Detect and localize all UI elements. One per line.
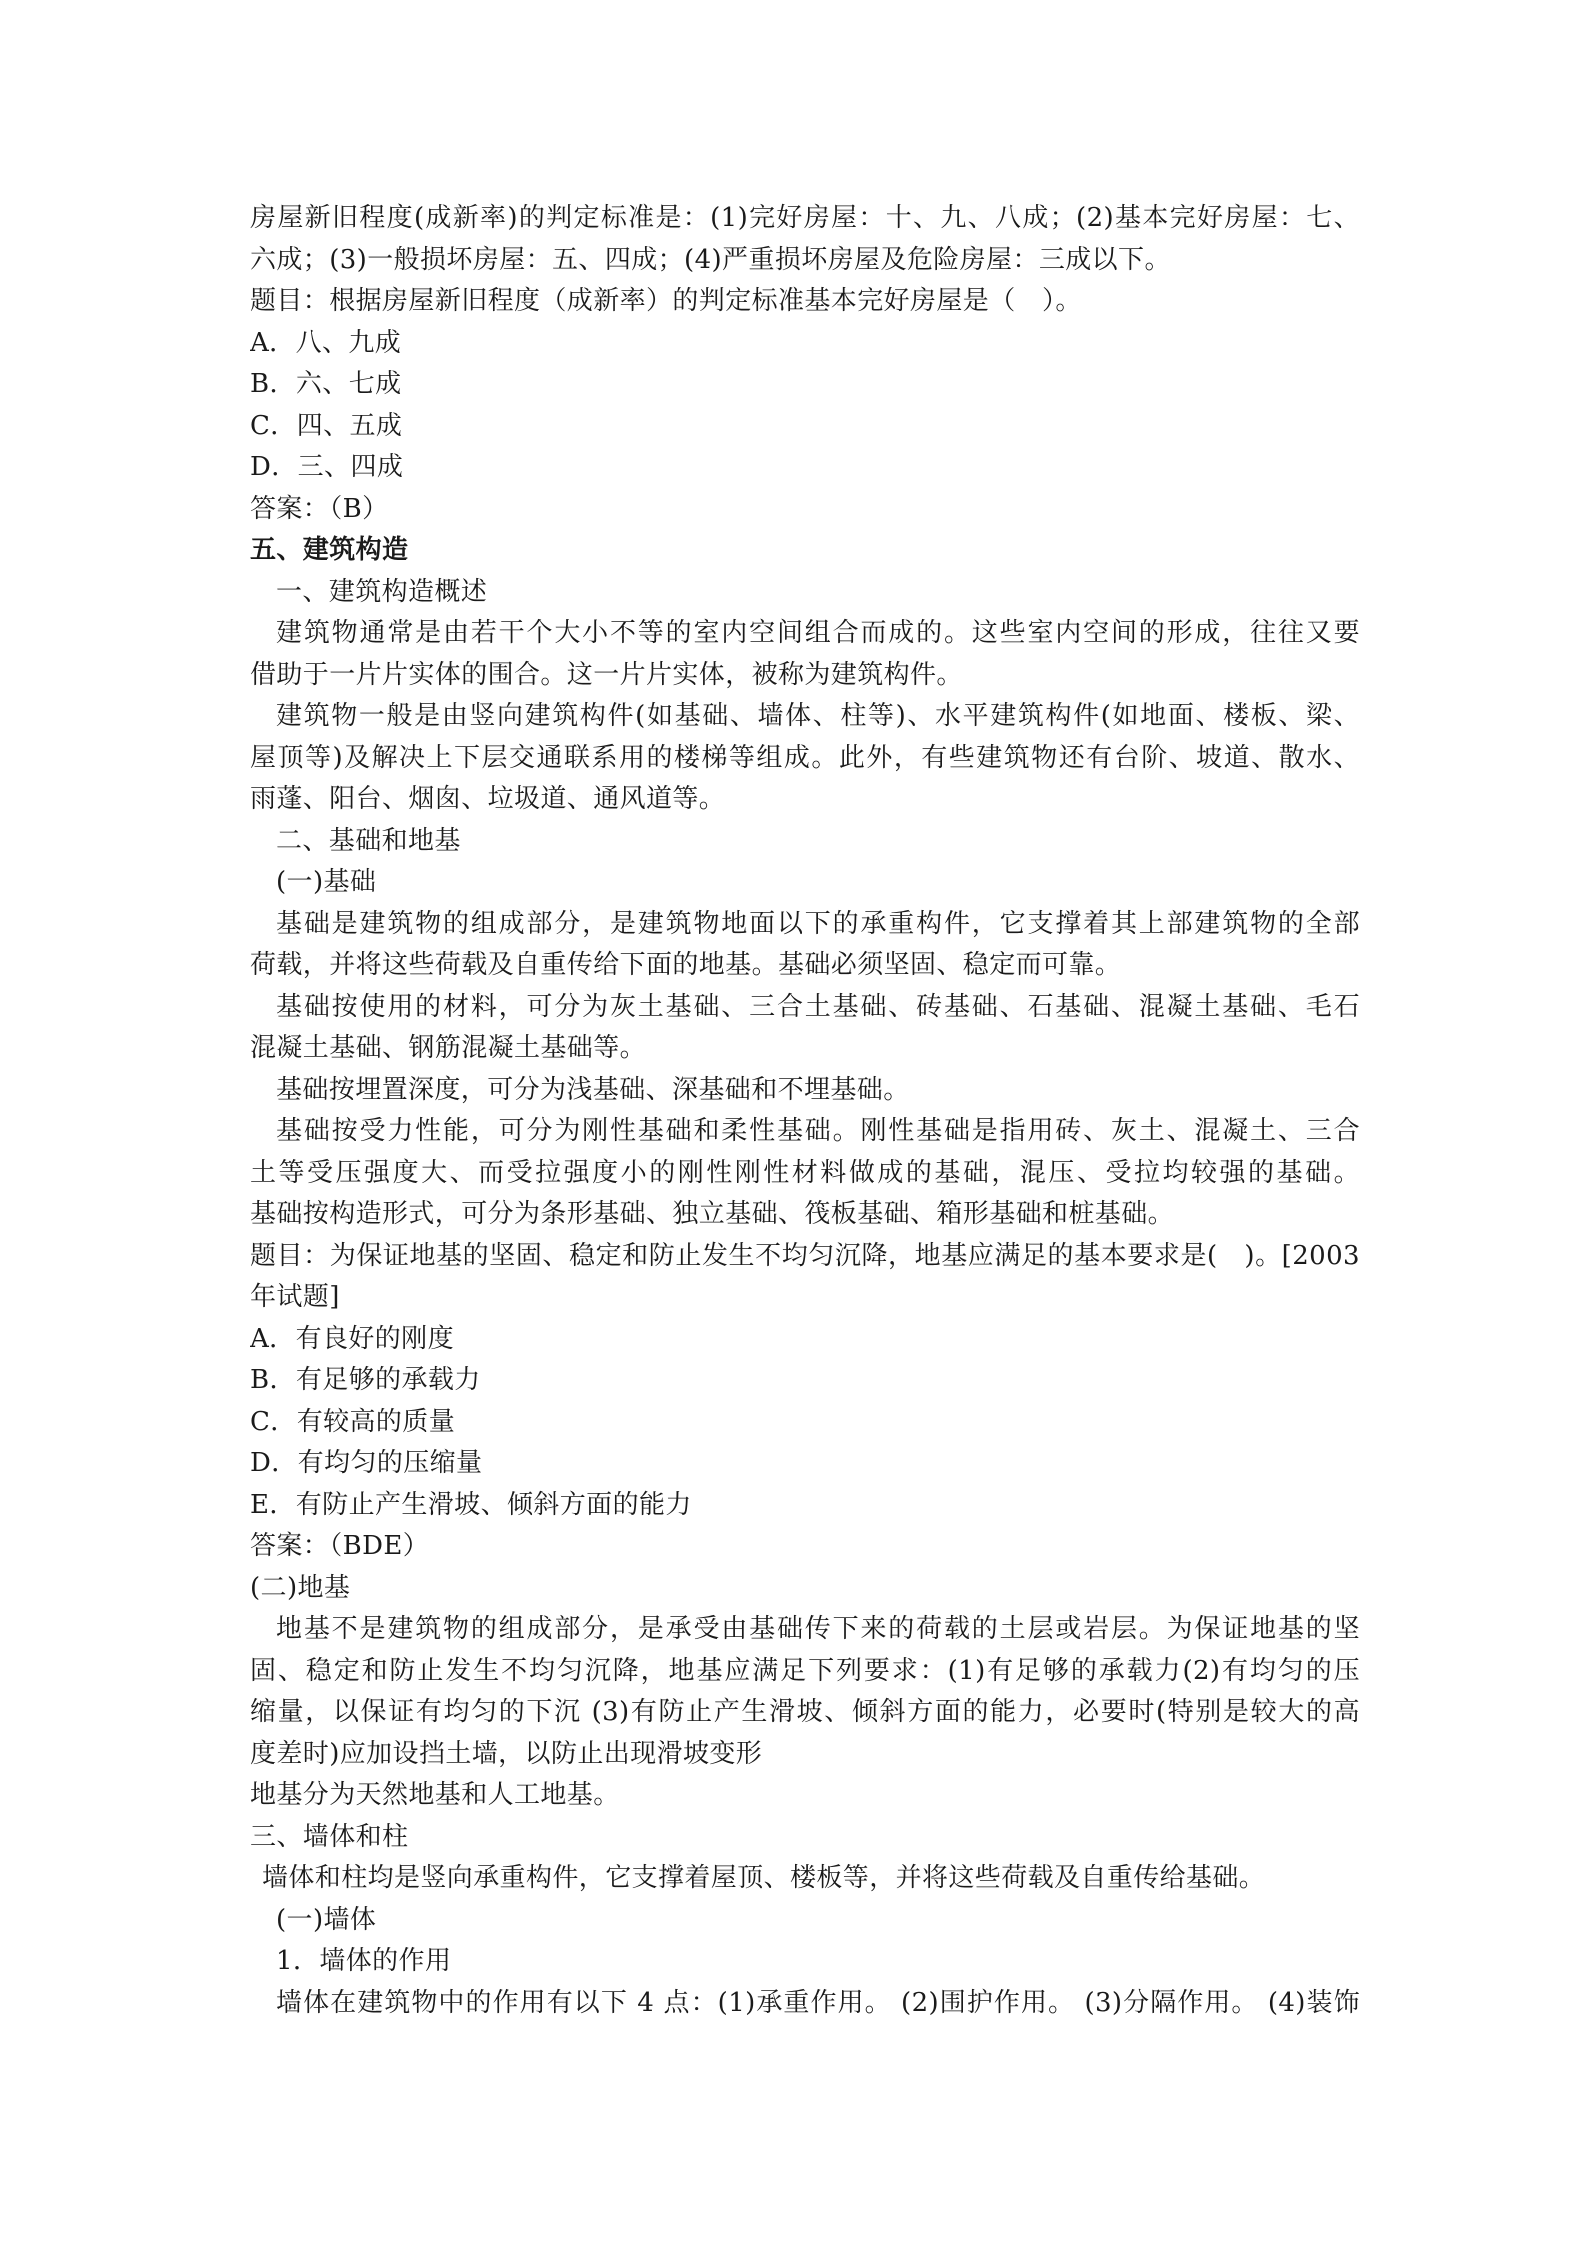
text-line: 缩量，以保证有均匀的下沉 (3)有防止产生滑坡、倾斜方面的能力，必要时(特别是较大的高 (250, 1697, 1360, 1727)
text-line: 屋顶等)及解决上下层交通联系用的楼梯等组成。此外，有些建筑物还有台阶、坡道、散水、 (250, 742, 1360, 773)
text-line: 墙体和柱均是竖向承重构件，它支撑着屋顶、楼板等，并将这些荷载及自重传给基础。 (262, 1863, 1266, 1893)
text-line: (二)地基 (250, 1572, 351, 1603)
text-line: 1．墙体的作用 (276, 1946, 452, 1976)
text-line: (一)基础 (276, 867, 377, 897)
text-line: 建筑物一般是由竖向建筑构件(如基础、墙体、柱等)、水平建筑构件(如地面、楼板、梁、 (276, 701, 1360, 731)
document-page (250, 198, 1360, 2024)
text-line: 二、基础和地基 (276, 825, 461, 856)
text-line: A．八、九成 (250, 327, 402, 358)
text-line: 三、墙体和柱 (250, 1821, 409, 1852)
text-line: 基础按受力性能，可分为刚性基础和柔性基础。刚性基础是指用砖、灰土、混凝土、三合 (276, 1116, 1360, 1146)
text-line: 度差时)应加设挡土墙，以防止出现滑坡变形 (250, 1738, 763, 1769)
text-line: 答案：（BDE） (250, 1531, 430, 1561)
text-line: E．有防止产生滑坡、倾斜方面的能力 (250, 1489, 692, 1520)
text-line: C．有较高的质量 (250, 1406, 456, 1437)
text-line: 混凝土基础、钢筋混凝土基础等。 (250, 1033, 647, 1063)
text-line: B．有足够的承载力 (250, 1365, 481, 1395)
text-line: 年试题] (250, 1282, 340, 1312)
text-line: 基础按使用的材料，可分为灰土基础、三合土基础、砖基础、石基础、混凝土基础、毛石 (276, 991, 1360, 1022)
text-line: 题目：为保证地基的坚固、稳定和防止发生不均匀沉降，地基应满足的基本要求是( )。[2003 (250, 1240, 1360, 1271)
text-line: B．六、七成 (250, 369, 402, 399)
text-line: 答案：（B） (250, 493, 389, 524)
text-line: 荷载，并将这些荷载及自重传给下面的地基。基础必须坚固、稳定而可靠。 (250, 950, 1122, 980)
text-line: 借助于一片片实体的围合。这一片片实体，被称为建筑构件。 (250, 659, 963, 690)
text-line: C．四、五成 (250, 410, 403, 441)
text-line: 题目：根据房屋新旧程度（成新率）的判定标准基本完好房屋是（ ）。 (250, 286, 1082, 316)
text-line: 基础是建筑物的组成部分，是建筑物地面以下的承重构件，它支撑着其上部建筑物的全部 (276, 908, 1360, 939)
text-line: 建筑物通常是由若干个大小不等的室内空间组合而成的。这些室内空间的形成，往往又要 (276, 618, 1360, 648)
text-line: 固、稳定和防止发生不均匀沉降，地基应满足下列要求：(1)有足够的承载力(2)有均匀的压 (250, 1655, 1360, 1686)
text-line: (一)墙体 (276, 1904, 377, 1935)
text-line: 基础按埋置深度，可分为浅基础、深基础和不埋基础。 (276, 1074, 910, 1105)
text-line: D．有均匀的压缩量 (250, 1448, 483, 1478)
text-line: 地基不是建筑物的组成部分，是承受由基础传下来的荷载的土层或岩层。为保证地基的坚 (276, 1614, 1360, 1644)
section-heading: 五、建筑构造 (250, 535, 409, 565)
text-line: 雨蓬、阳台、烟囱、垃圾道、通风道等。 (250, 784, 726, 814)
text-line: 地基分为天然地基和人工地基。 (250, 1780, 620, 1810)
text-line: 土等受压强度大、而受拉强度小的刚性刚性材料做成的基础，混压、受拉均较强的基础。 (250, 1157, 1360, 1188)
text-line: 基础按构造形式，可分为条形基础、独立基础、筏板基础、箱形基础和桩基础。 (250, 1199, 1175, 1229)
text-line: 一、建筑构造概述 (276, 576, 488, 607)
text-line: D．三、四成 (250, 452, 404, 482)
text-line: 房屋新旧程度(成新率)的判定标准是：(1)完好房屋：十、九、八成；(2)基本完好房屋：七、 (250, 203, 1360, 233)
text-line: 墙体在建筑物中的作用有以下 4 点：(1)承重作用。 (2)围护作用。 (3)分隔作用。 (4)装饰 (276, 1987, 1360, 2018)
text-line: A．有良好的刚度 (250, 1323, 454, 1354)
text-line: 六成；(3)一般损坏房屋：五、四成；(4)严重损坏房屋及危险房屋：三成以下。 (250, 244, 1171, 275)
